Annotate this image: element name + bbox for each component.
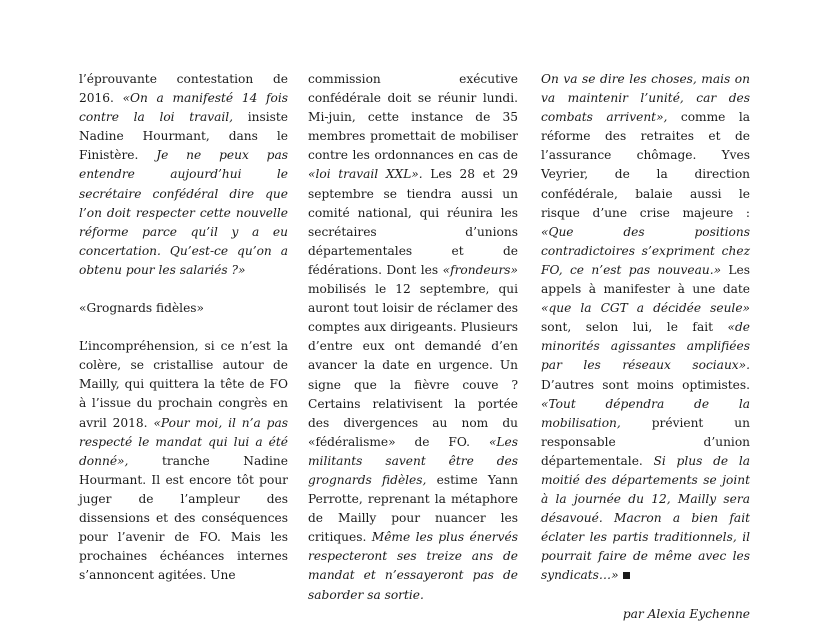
text-run: l’éprouvante contestation de 2016. bbox=[79, 72, 288, 106]
text-run: sont, selon lui, le fait bbox=[541, 320, 728, 335]
text-run: mobilisés le 12 septembre, qui auront tout loisir de réclamer des comptes aux dirigeants. Plusieurs d’entre eux ont demandé d’en avancer la date en urgence. Un signe que la fièvre couve ? Certains relativisent la portée des divergences au nom du «fédéralisme» de FO. bbox=[308, 282, 518, 449]
quote: «On a manifesté 14 fois contre la loi travail, bbox=[79, 91, 289, 125]
quote: «que la CGT a décidée seule» bbox=[541, 301, 750, 316]
text-run: Les appels à manifester à une date bbox=[541, 262, 750, 297]
article-column-1 bbox=[79, 70, 288, 585]
text-run: tranche Nadine Hourmant. Il est encore tôt pour juger de l’ampleur des dissensions et des conséquences pour l’avenir de FO. Mais les prochaines échéances internes s’annoncent agitées. Une bbox=[79, 453, 288, 583]
article-column-3 bbox=[541, 70, 750, 624]
text-run: estime Yann Perrotte, reprenant la métaphore de Mailly pour nuancer les critiques. bbox=[308, 472, 518, 545]
article-column-2 bbox=[308, 70, 518, 605]
quote: Si plus de la moitié des départements se joint à la journée du 12, Mailly sera désavoué. Macron a bien fait éclater les partis traditionnels, il pourrait faire de même avec les syndicats…» bbox=[541, 453, 750, 583]
quote: «Tout dépendra de la mobilisation, bbox=[541, 396, 750, 430]
quote: On va se dire les choses, mais on va maintenir l’unité, car des combats arrivent», bbox=[541, 72, 750, 125]
quote: «Les militants savent être des grognards fidèles, bbox=[308, 434, 518, 487]
paragraph bbox=[308, 70, 518, 605]
text-run: D’autres sont moins optimistes. bbox=[541, 377, 750, 392]
paragraph bbox=[79, 337, 288, 585]
text-run: commission exécutive confédérale doit se réunir lundi. Mi-juin, cette instance de 35 membres promettait de mobiliser contre les ordonnances en cas de bbox=[308, 72, 518, 163]
paragraph bbox=[79, 70, 288, 280]
section-subheading: «Grognards fidèles» bbox=[79, 301, 204, 316]
text-run: prévient un responsable d’union départementale. bbox=[541, 415, 750, 468]
quote: «loi travail XXL». bbox=[308, 167, 423, 182]
quote: «frondeurs» bbox=[442, 262, 518, 277]
quote: Je ne peux pas entendre aujourd’hui le secrétaire confédéral dire que l’on doit respecter cette nouvelle réforme parce qu’il y a eu concertation. Qu’est-ce qu’on a obtenu pour les salariés ?» bbox=[79, 148, 288, 277]
quote: «Que des positions contradictoires s’expriment chez FO, ce n’est pas nouveau.» bbox=[541, 224, 750, 277]
author-signature: par Alexia Eychenne bbox=[622, 606, 750, 621]
quote: Même les plus énervés respecteront ses treize ans de mandat et n’essayeront pas de saborder sa sortie. bbox=[308, 530, 518, 602]
text-run: comme la réforme des retraites et de l’assurance chômage. Yves Veyrier, de la direction confédérale, balaie aussi le risque d’une crise majeure : bbox=[541, 110, 750, 220]
paragraph bbox=[541, 70, 750, 586]
text-run: Les 28 et 29 septembre se tiendra aussi un comité national, qui réunira les secrétaires d’unions départementales et de fédérations. Dont les bbox=[308, 167, 518, 277]
quote: «de minorités agissantes amplifiées par les réseaux sociaux». bbox=[541, 320, 750, 373]
text-run: L’incompréhension, si ce n’est la colère, se cristallise autour de Mailly, qui quittera la tête de FO à l’issue du prochain congrès en avril 2018. bbox=[79, 339, 288, 430]
quote: «Pour moi, il n’a pas respecté le mandat qui lui a été donné», bbox=[79, 415, 288, 468]
text-run: insiste Nadine Hourmant, dans le Finistère. bbox=[79, 110, 288, 163]
end-of-article-square-icon bbox=[623, 572, 630, 579]
